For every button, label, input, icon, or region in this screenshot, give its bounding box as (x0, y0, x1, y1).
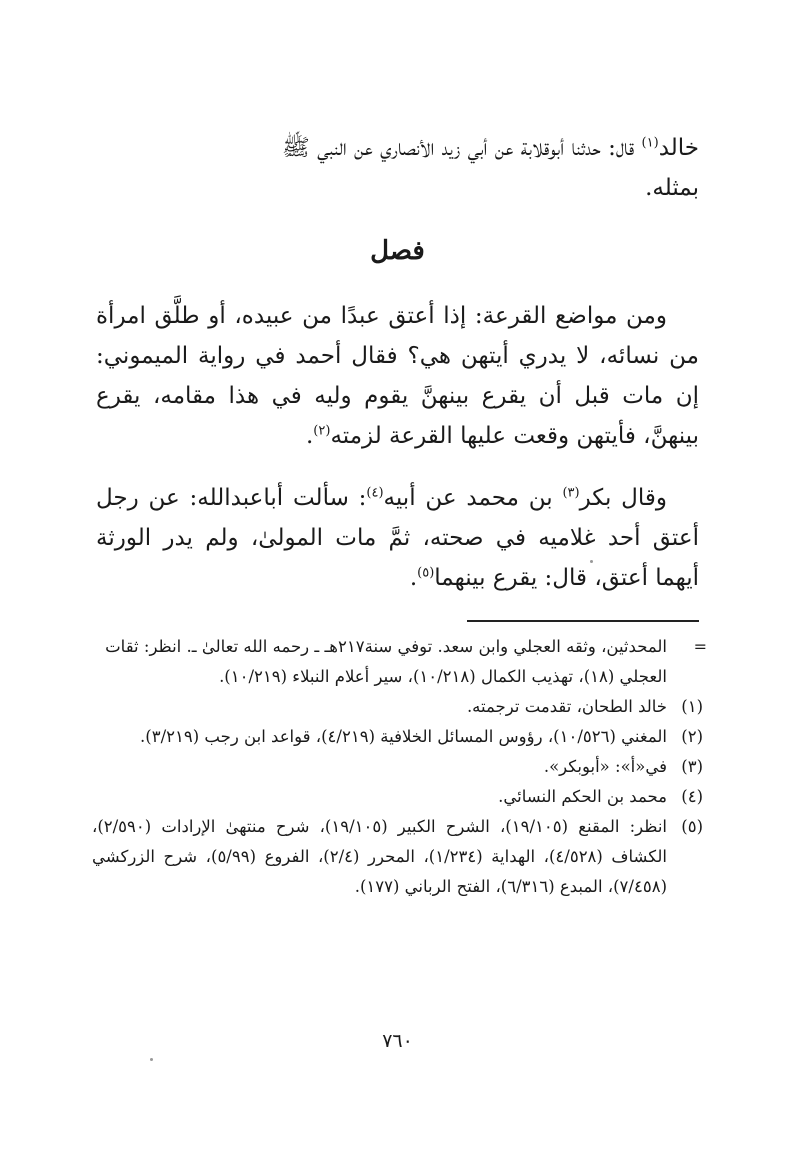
footnote-ref-4: (٤) (366, 485, 384, 501)
footnote-text: خالد الطحان، تقدمت ترجمته. (466, 697, 667, 716)
section-heading: فصل (370, 236, 425, 266)
para2-end: . (409, 565, 418, 591)
footnote-text: في«أ»: «أبوبكر». (543, 757, 667, 776)
opening-line-1 (96, 128, 699, 168)
opening-text-b: قال: حدثنا أبوقلابة عن أبي زيد الأنصاري عن النبي ﷺ (281, 135, 642, 161)
footnote-number: (٥) (681, 817, 703, 836)
para1-body: ومن مواضع القرعة: إذا أعتق عبدًا من عبيده، أو طلَّق امرأة من نسائه، لا يدري أيتهن هي؟ فقال أحمد في رواية الميموني: إن مات قبل أن يقرع بينهنَّ يقوم وليه في هذا مقامه، يقرع بينهنَّ، فأيتهن وقعت عليها القرعة لزمته (96, 303, 699, 449)
continuation-mark: = (693, 637, 707, 656)
footnote-ref-2: (٢) (313, 423, 331, 439)
paragraph-1-text (96, 296, 699, 456)
paragraph-lottery-places (96, 296, 699, 456)
para1-end: . (305, 423, 314, 449)
footnote-number: (٢) (681, 727, 703, 746)
footnote-text: محمد بن الحكم النسائي. (498, 787, 667, 806)
continuation-text: المحدثين، وثقه العجلي وابن سعد. توفي سنة٢١٧هـ ـ رحمه الله تعالىٰ ـ. انظر: ثقات العجلي (١٨)، تهذيب الكمال (١٠/٢١٨)، سير أعلام النبلاء (١٠/٢١٩). (105, 637, 667, 686)
footnote-number: (١) (681, 697, 703, 716)
page-number: ٧٦٠ (382, 1030, 413, 1052)
scan-speck (150, 1058, 153, 1061)
opening-line-2: بمثله. (645, 175, 699, 201)
footnote-number: (٣) (681, 757, 703, 776)
footnote-number: (٤) (681, 787, 703, 806)
opening-paragraph (96, 128, 699, 208)
scan-speck (590, 560, 593, 563)
footnote-continuation (92, 632, 707, 692)
footnote-ref-1: (١) (641, 135, 659, 151)
footnote-ref-3: (٣) (562, 485, 580, 501)
footnote-text: انظر: المقنع (١٩/١٠٥)، الشرح الكبير (١٩/١٠٥)، شرح منتهىٰ الإرادات (٢/٥٩٠)، الكشاف (٤/٥٢٨)، الهداية (١/٢٣٤)، المحرر (٢/٤)، الفروع (٥/٩٩)، شرح الزركشي (٧/٤٥٨)، المبدع (٦/٣١٦)، الفتح الرباني (١٧٧). (92, 817, 667, 896)
footnote-separator (467, 620, 699, 622)
footnote-item-2 (92, 722, 703, 752)
para2-text-c: : سألت أباعبدالله: عن رجل أعتق أحد غلاميه في صحته، ثمَّ مات المولىٰ، ولم يدر الورثة أيهما أعتق، قال: يقرع بينهما (96, 485, 699, 591)
footnote-item-4 (92, 782, 703, 812)
footnote-item-3 (92, 752, 703, 782)
footnote-text: المغني (١٠/٥٢٦)، رؤوس المسائل الخلافية (٤/٢١٩)، قواعد ابن رجب (٣/٢١٩). (140, 727, 667, 746)
footnote-item-5 (92, 812, 703, 902)
footnotes-section (92, 632, 707, 902)
paragraph-bakr-narration (96, 478, 699, 598)
para2-text-a: وقال بكر (579, 485, 667, 511)
opening-text-a: خالد (658, 135, 699, 161)
paragraph-2-text (96, 478, 699, 598)
footnote-item-1 (92, 692, 703, 722)
footnote-ref-5: (٥) (417, 565, 435, 581)
para2-text-b: بن محمد عن أبيه (383, 485, 563, 511)
